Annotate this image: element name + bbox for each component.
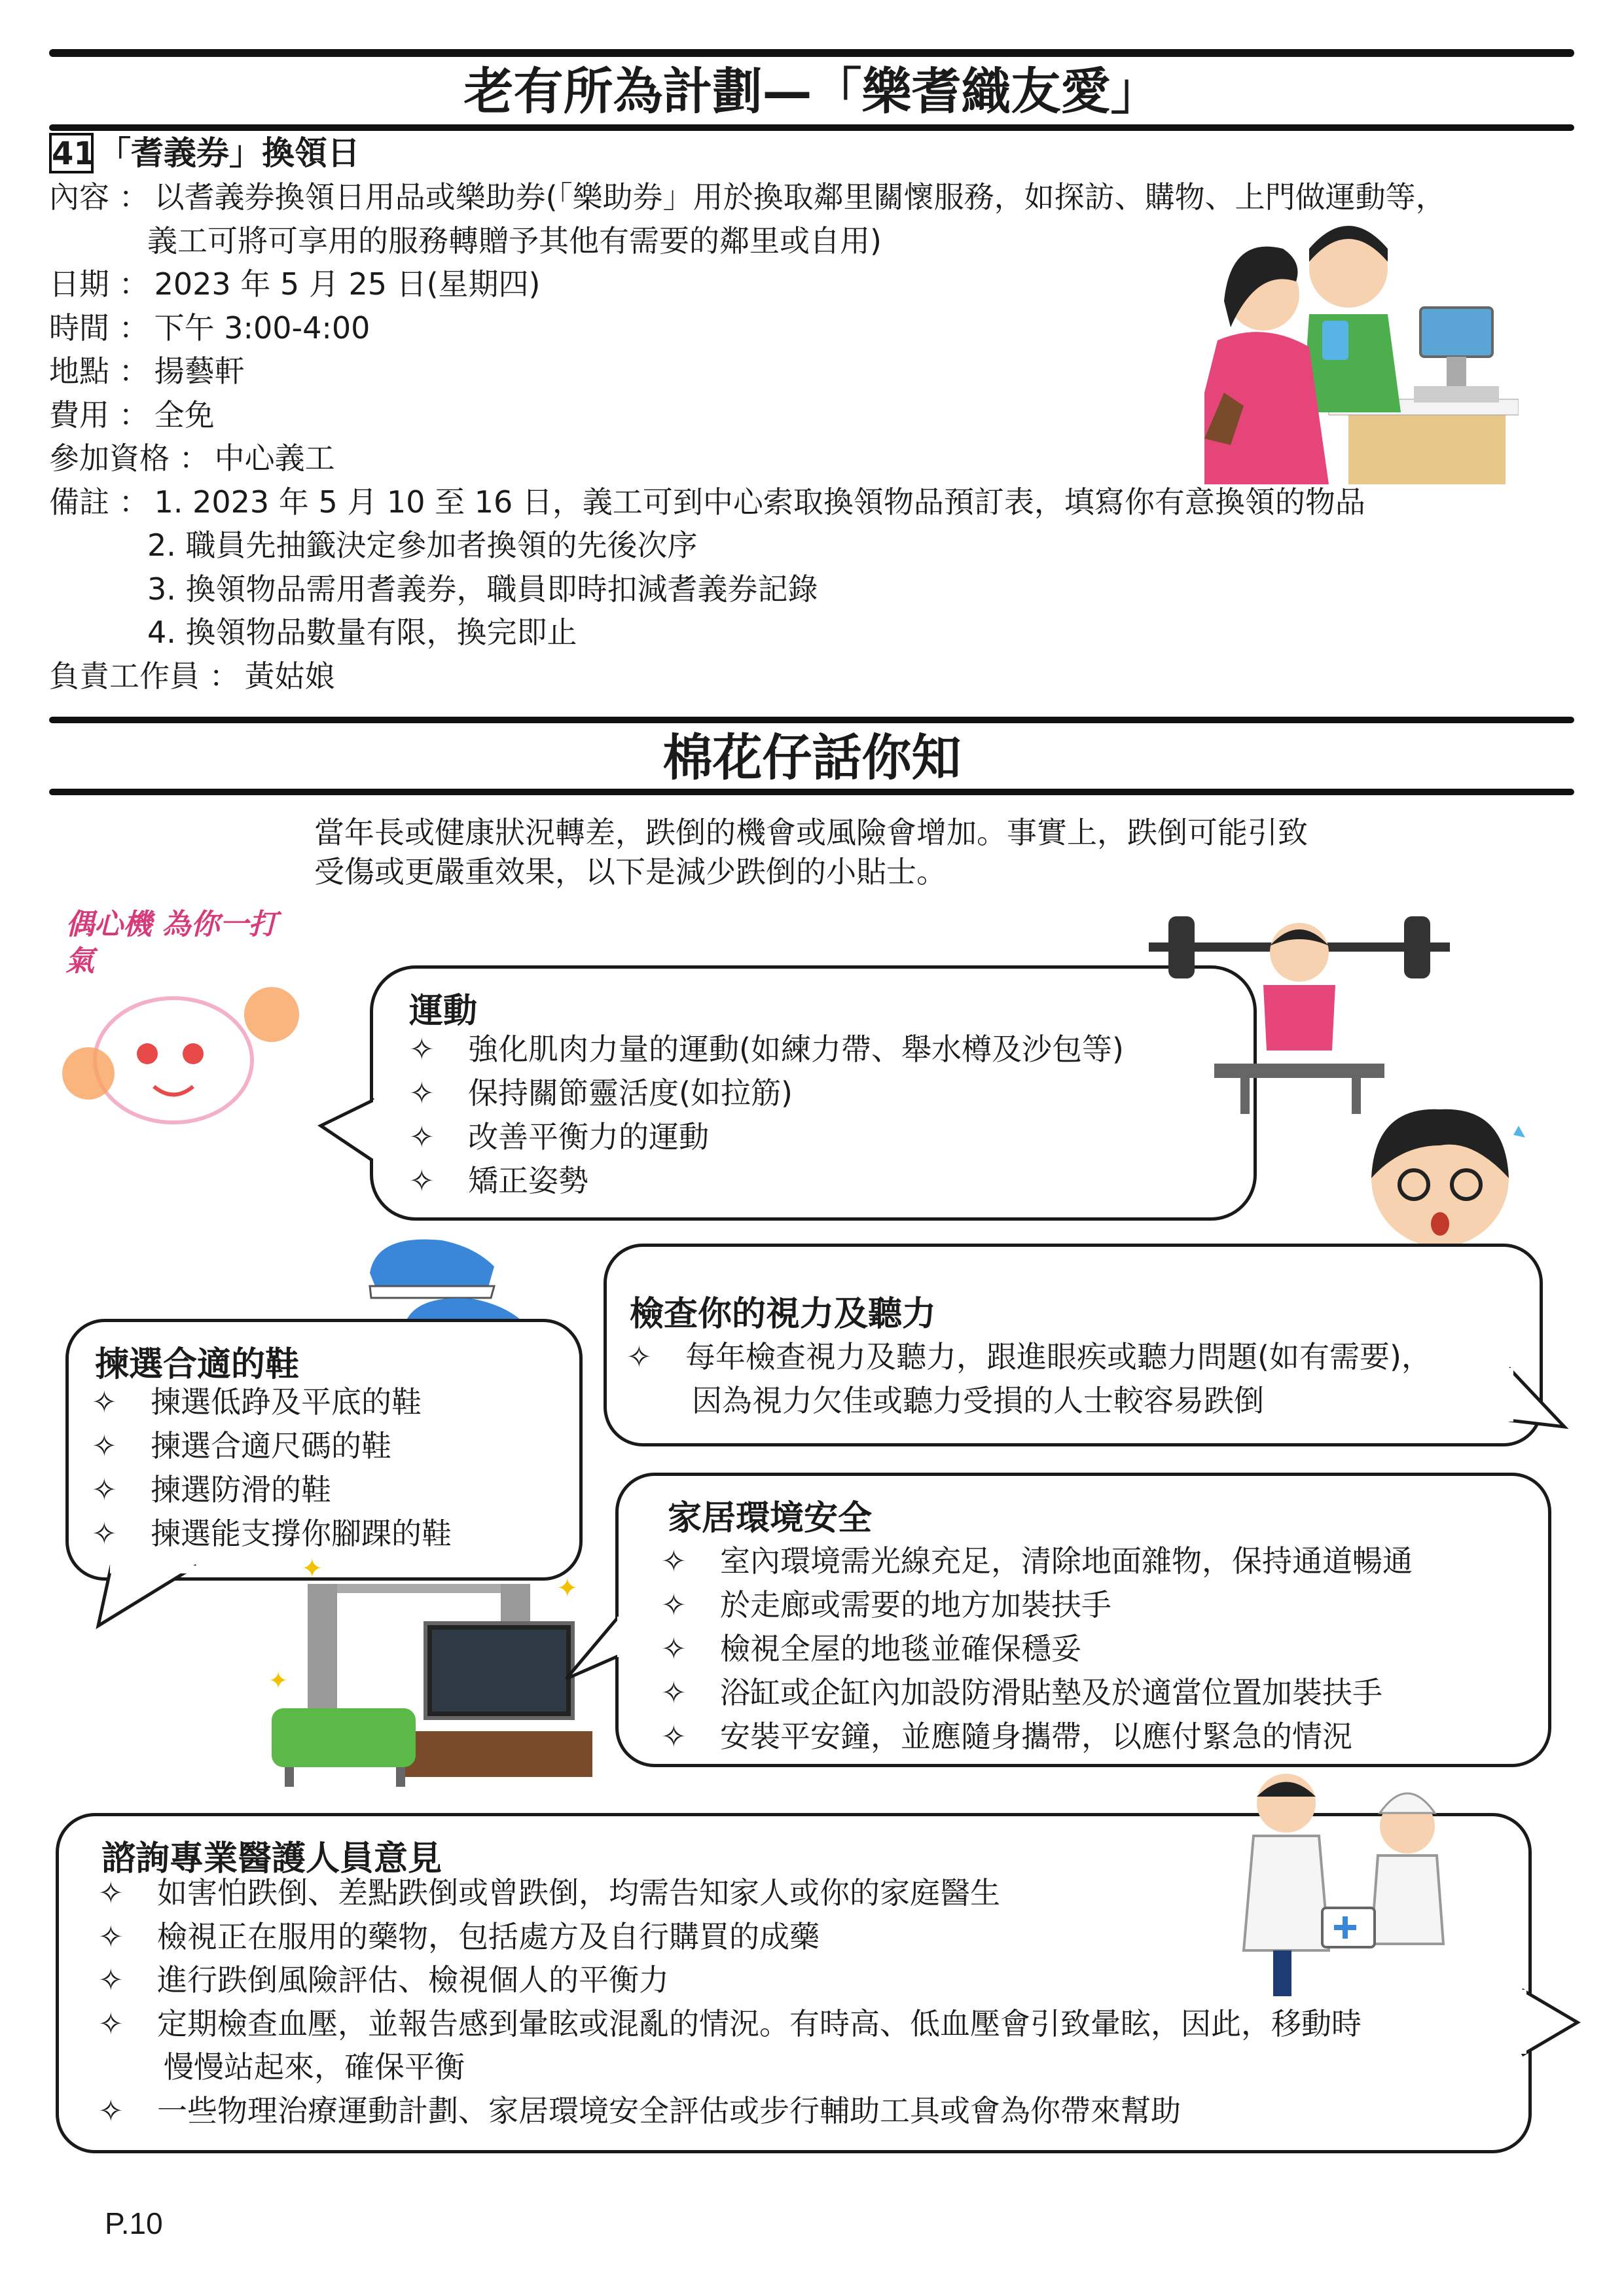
event-row-label: 內容 ： [49,179,149,215]
page-title: 老有所為計劃—「樂耆織友愛」 [463,62,1161,120]
tip-item [98,1960,669,2000]
event-row-label: 地點 ： [49,353,149,389]
event-row-value: 3. 換領物品需用耆義券，職員即時扣減耆義券記錄 [147,571,818,607]
event-row-value: 中心義工 [214,440,335,476]
cotton-mascot-illustration [62,975,311,1132]
tip-text: 檢視正在服用的藥物，包括處方及自行購買的成藥 [157,1918,820,1954]
top-rule [49,49,1574,57]
intro-line-2: 受傷或更嚴重效果，以下是減少跌倒的小貼士。 [314,854,947,889]
tip-text: 揀選合適尺碼的鞋 [151,1428,391,1463]
bullet: ✧ [626,1339,652,1374]
bullet: ✧ [661,1675,687,1710]
tip-item [92,1514,452,1553]
tip-text: 強化肌肉力量的運動(如練力帶、舉水樽及沙包等) [468,1031,1124,1067]
tip-item [98,1917,820,1956]
event-row [49,439,335,477]
event-row [49,178,1446,216]
event-row [147,570,818,608]
medical-last-item: ✧ 一些物理治療運動計劃、家居環境安全評估或步行輔助工具或會為你帶來幫助 [98,2091,1181,2130]
bullet: ✧ [98,1918,124,1954]
bullet: ✧ [92,1472,117,1507]
home-bubble-tail [563,1617,628,1689]
mascot-caption: 偶心機 為你一打氣 [65,908,278,978]
tip-item [409,1161,588,1200]
event-row-value: 2. 職員先抽籤決定參加者換領的先後次序 [147,528,698,563]
tip-text: 揀選低踭及平底的鞋 [151,1384,422,1420]
exercise-title: 運動 [409,992,478,1031]
event-row [147,613,577,651]
living-room-illustration [268,1558,609,1800]
svg-text:✦: ✦ [268,1668,289,1695]
tip-text: 浴缸或企缸內加設防滑貼墊及於適當位置加裝扶手 [720,1675,1382,1710]
tip-item [409,1030,1124,1069]
event-row-value: 4. 換領物品數量有限，換完即止 [147,615,577,650]
bullet: ✧ [98,1962,124,1998]
medical-continuation: 慢慢站起來，確保平衡 [164,2049,465,2085]
tip-item [661,1717,1352,1756]
tip-item [626,1337,1432,1376]
event-number-box: 41 [49,133,94,173]
event-row-value: 2023 年 5 月 25 日(星期四) [154,266,541,302]
vision-bubble-tail [1506,1368,1571,1440]
tip-text: 保持關節靈活度(如拉筋) [468,1075,793,1111]
tip-text: 室內環境需光線充足，清除地面雜物，保持通道暢通 [720,1543,1413,1579]
event-row [147,526,698,564]
tip-text: 檢視全屋的地毯並確保穩妥 [720,1631,1081,1666]
tip-item [409,1117,709,1157]
event-row [49,352,245,390]
tip-text: 揀選防滑的鞋 [151,1472,331,1507]
vision-continuation: 因為視力欠佳或聽力受損的人士較容易跌倒 [692,1383,1264,1418]
title-underline [49,124,1574,131]
bullet: ✧ [92,1516,117,1551]
event-row-label: 時間 ： [49,310,149,346]
event-row-value: 義工可將可享用的服務轉贈予其他有需要的鄰里或自用) [147,223,882,259]
bullet: ✧ [409,1075,435,1111]
svg-text:✦: ✦ [556,1573,579,1604]
event-row-value: 揚藝軒 [154,353,245,389]
tip-item [661,1629,1081,1668]
medical-bubble-tail [1519,1990,1584,2062]
event-row-label: 費用 ： [49,397,149,433]
event-row [49,265,541,303]
tip-item [98,1873,1000,1912]
weightlifter-illustration [1142,906,1456,1116]
event-row-value: 下午 3:00-4:00 [154,310,370,346]
vision-title: 檢查你的視力及聽力 [630,1295,937,1334]
event-row [147,222,882,260]
event-title: 「耆義券」換領日 [98,134,360,172]
section-title: 棉花仔話你知 [662,728,962,787]
exercise-bubble-tail [314,1100,386,1172]
medical-title: 諮詢專業醫護人員意見 [101,1839,442,1878]
tip-text: 安裝平安鐘，並應隨身攜帶，以應付緊急的情況 [720,1719,1352,1754]
page-number: P.10 [105,2206,163,2240]
tip-item [92,1426,391,1465]
event-row-label: 負責工作員 ： [49,658,240,694]
tip-text: 揀選能支撐你腳踝的鞋 [151,1516,452,1551]
event-row-label: 日期 ： [49,266,149,302]
tip-text: 進行跌倒風險評估、檢視個人的平衡力 [157,1962,669,1998]
bullet: ✧ [98,2005,124,2041]
event-row-value: 以耆義券換領日用品或樂助券(「樂助券」用於換取鄰里關懷服務，如探訪、購物、上門做運動等， [154,179,1446,215]
bullet: ✧ [409,1119,435,1155]
shoes-title: 揀選合適的鞋 [95,1345,300,1384]
bullet: ✧ [409,1163,435,1198]
event-row-label: 備註 ： [49,484,149,520]
shoes-bubble-tail [98,1566,229,1638]
bullet: ✧ [92,1384,117,1420]
bullet: ✧ [98,1875,124,1910]
tip-item [661,1673,1382,1712]
event-row [49,657,335,695]
tip-text: 於走廊或需要的地方加裝扶手 [720,1587,1111,1623]
event-row-value: 黃姑娘 [244,658,335,694]
tip-item [92,1470,331,1509]
tip-item [661,1585,1111,1624]
section-rule-bottom [49,789,1574,795]
tip-text: 每年檢查視力及聽力，跟進眼疾或聽力問題(如有需要)， [685,1339,1432,1374]
bullet: ✧ [661,1543,687,1579]
tip-item [98,2004,1362,2043]
doctor-nurse-illustration [1218,1767,1492,2003]
cashier-illustration [1204,223,1519,484]
bullet: ✧ [661,1587,687,1623]
bullet: ✧ [98,2093,124,2128]
section-rule-top [49,717,1574,723]
tip-item [92,1382,422,1422]
home-title: 家居環境安全 [668,1499,873,1538]
bullet: ✧ [661,1719,687,1754]
tip-item [409,1073,793,1113]
event-row-value: 1. 2023 年 5 月 10 至 16 日，義工可到中心索取換領物品預訂表，填寫你有意換領的物品 [154,484,1365,520]
event-row [49,396,215,434]
bullet: ✧ [661,1631,687,1666]
tip-text: 定期檢查血壓，並報告感到暈眩或混亂的情況。有時高、低血壓會引致暈眩，因此，移動時 [157,2005,1362,2041]
tip-item [661,1541,1413,1581]
bullet: ✧ [92,1428,117,1463]
event-row-label: 參加資格 ： [49,440,209,476]
bullet: ✧ [409,1031,435,1067]
event-row [49,483,1365,521]
tip-text: 矯正姿勢 [468,1163,588,1198]
intro-line-1: 當年長或健康狀況轉差，跌倒的機會或風險會增加。事實上，跌倒可能引致 [314,815,1308,850]
tip-text: 如害怕跌倒、差點跌倒或曾跌倒，均需告知家人或你的家庭醫生 [157,1875,1000,1910]
svg-text:✦: ✦ [301,1558,323,1584]
tip-text: 改善平衡力的運動 [468,1119,709,1155]
event-row [49,309,370,347]
event-row-value: 全免 [154,397,215,433]
